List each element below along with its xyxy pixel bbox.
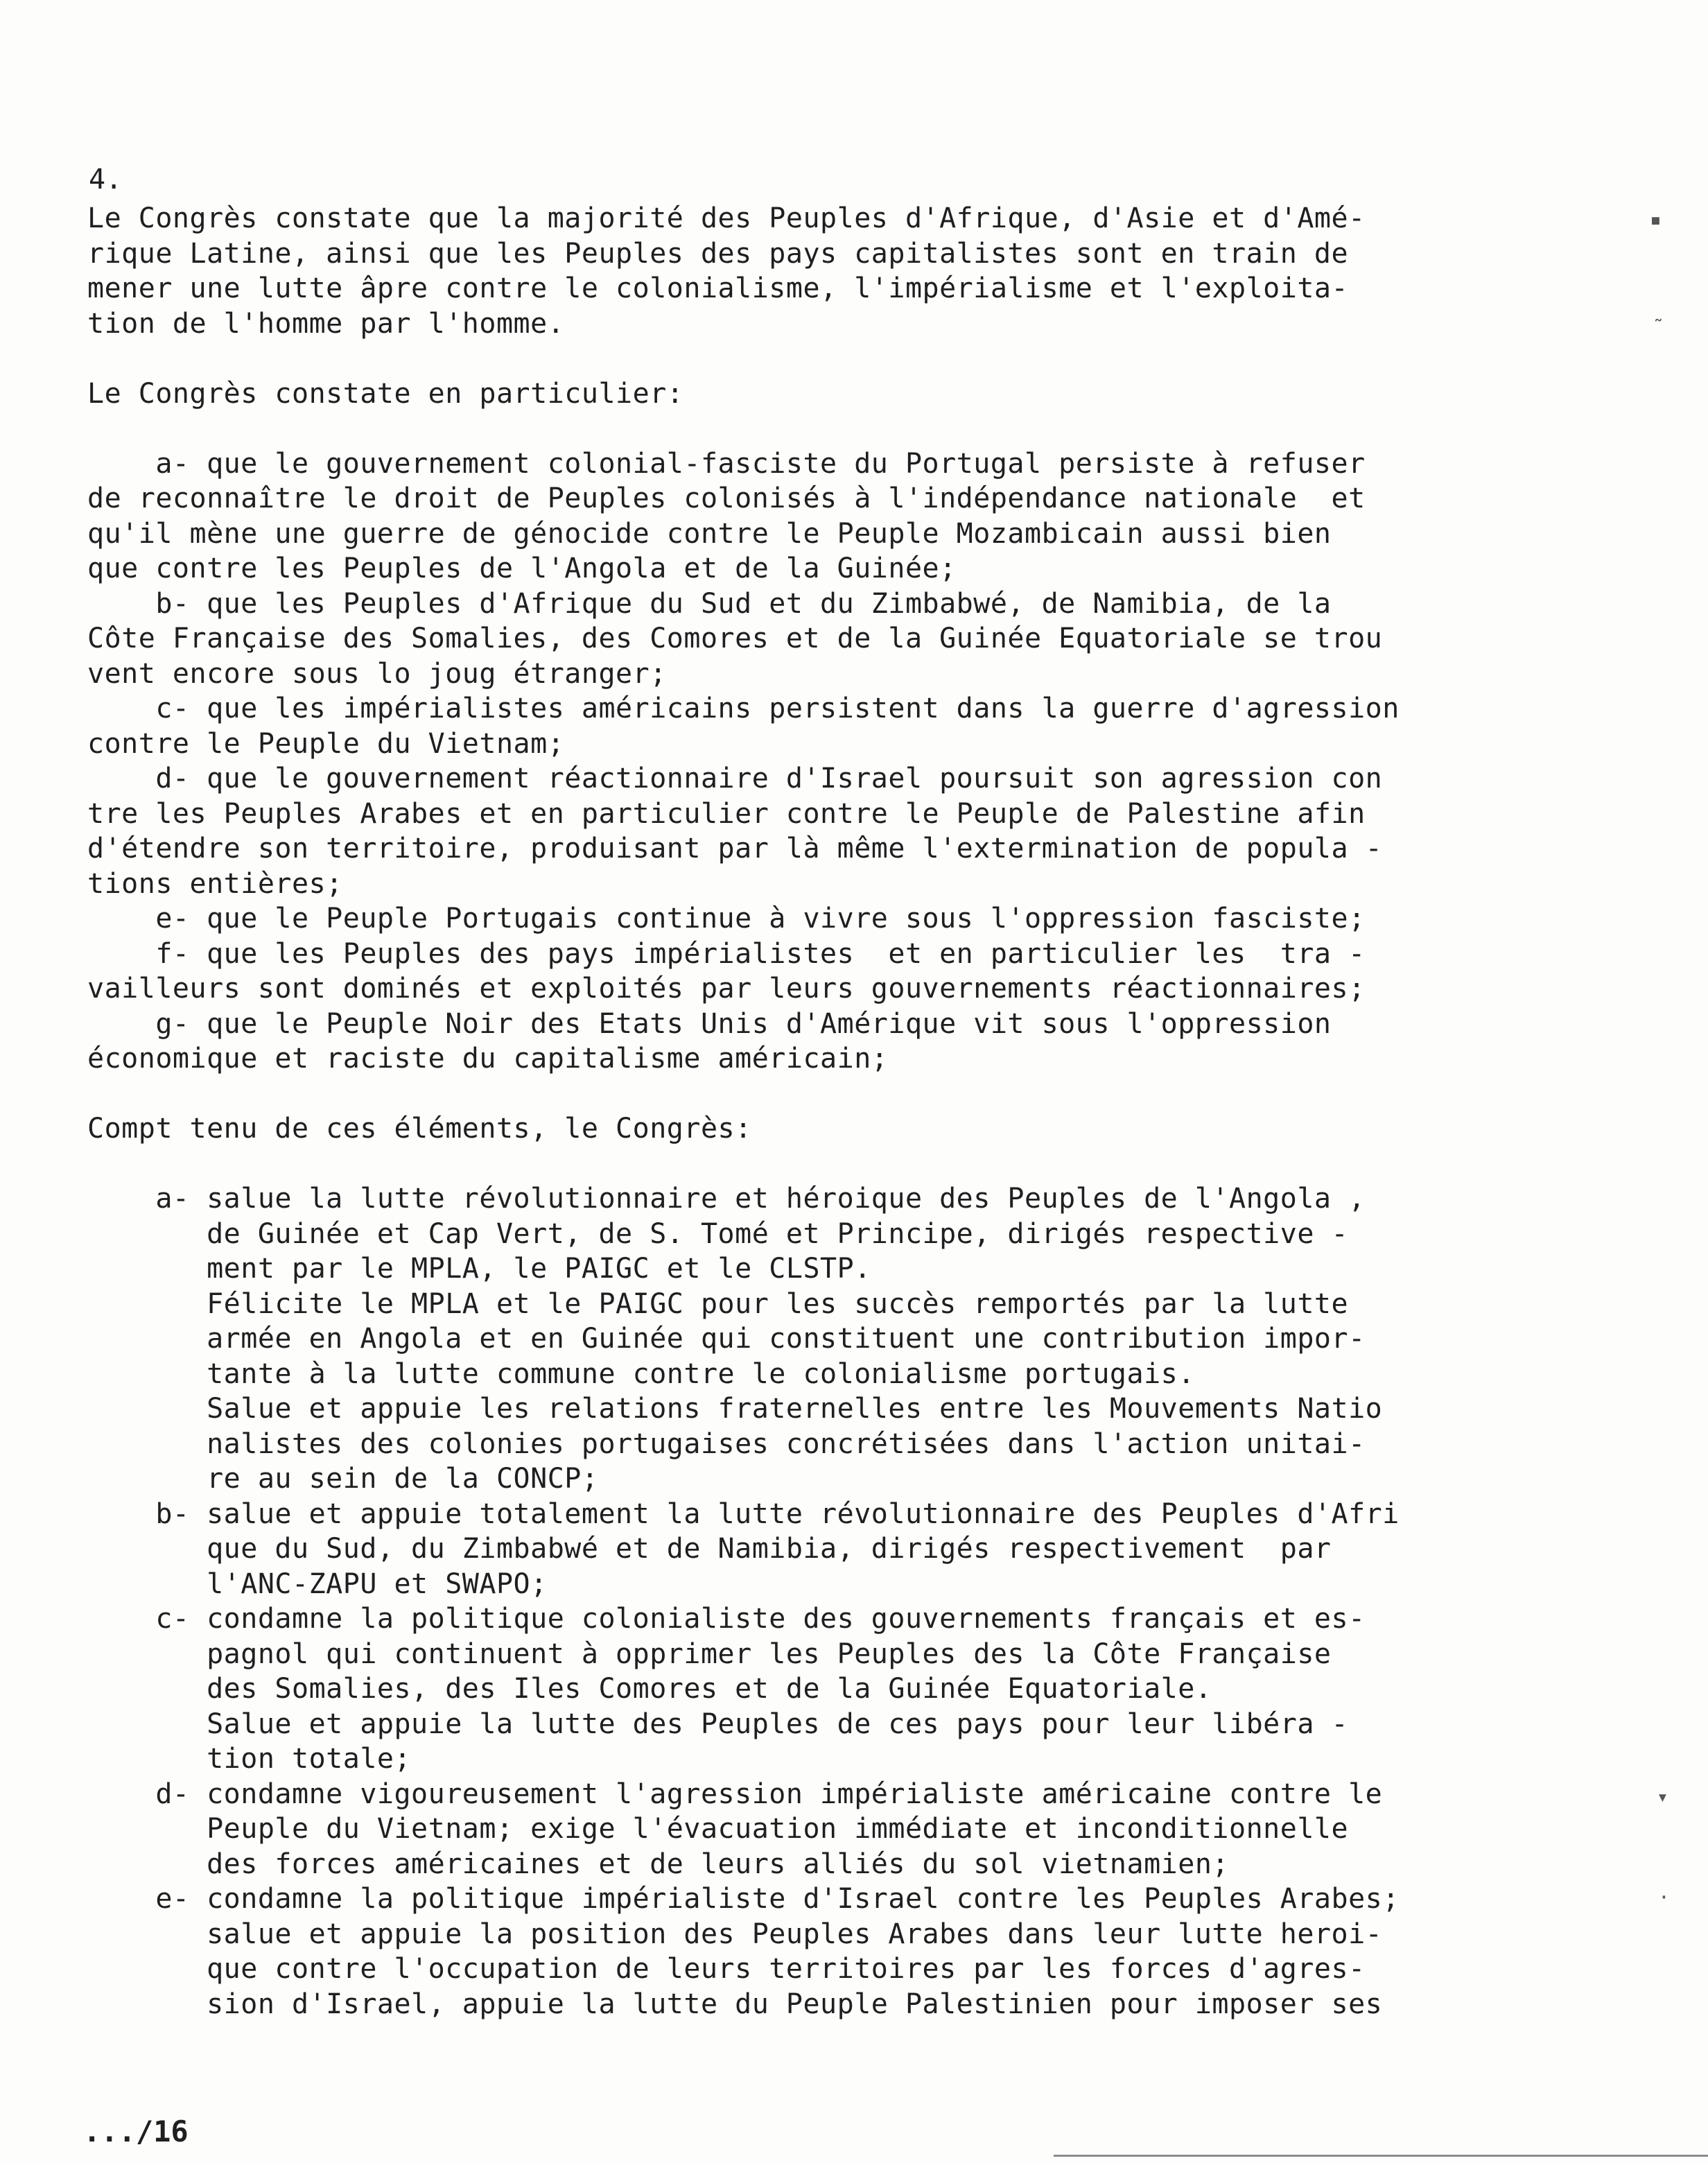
text-line: Côte Française des Somalies, des Comores et de la Guinée Equatoriale se trou — [87, 623, 1383, 654]
text-line: Peuple du Vietnam; exige l'évacuation immédiate et inconditionnelle — [87, 1813, 1349, 1845]
text-line: de Guinée et Cap Vert, de S. Tomé et Principe, dirigés respective - — [87, 1218, 1349, 1250]
text-line: tions entières; — [87, 868, 343, 900]
text-line: f- que les Peuples des pays impérialistes et en particulier les tra - — [87, 938, 1366, 970]
text-line: salue et appuie la position des Peuples Arabes dans leur lutte heroi- — [87, 1918, 1383, 1950]
text-line: Le Congrès constate en particulier: — [87, 378, 684, 410]
text-line: l'ANC-ZAPU et SWAPO; — [87, 1568, 548, 1600]
text-line: de reconnaître le droit de Peuples colonisés à l'indépendance nationale et — [87, 483, 1366, 514]
text-line: re au sein de la CONCP; — [87, 1463, 599, 1495]
text-line: sion d'Israel, appuie la lutte du Peuple Palestinien pour imposer ses — [87, 1988, 1383, 2020]
text-line: des forces américaines et de leurs alliés du sol vietnamien; — [87, 1848, 1229, 1880]
text-line: tion de l'homme par l'homme. — [87, 308, 565, 340]
text-line: mener une lutte âpre contre le colonialisme, l'impérialisme et l'exploita- — [87, 272, 1349, 304]
text-line: tre les Peuples Arabes et en particulier contre le Peuple de Palestine afin — [87, 798, 1366, 830]
continuation-reference: .../16 — [83, 2114, 189, 2148]
text-line: d'étendre son territoire, produisant par là même l'extermination de popula - — [87, 833, 1383, 865]
text-line: b- que les Peuples d'Afrique du Sud et du Zimbabwé, de Namibia, de la — [87, 588, 1332, 620]
text-line: g- que le Peuple Noir des Etats Unis d'Amérique vit sous l'oppression — [87, 1008, 1332, 1040]
text-line: nalistes des colonies portugaises concrétisées dans l'action unitai- — [87, 1428, 1366, 1460]
text-line: a- que le gouvernement colonial-fasciste du Portugal persiste à refuser — [87, 448, 1366, 480]
text-line: Salue et appuie les relations fraternelles entre les Mouvements Natio — [87, 1393, 1383, 1425]
text-line: rique Latine, ainsi que les Peuples des pays capitalistes sont en train de — [87, 238, 1349, 270]
margin-mark: ▾ — [1657, 1785, 1668, 1808]
text-line: vailleurs sont dominés et exploités par leurs gouvernements réactionnaires; — [87, 973, 1366, 1005]
text-line: c- condamne la politique colonialiste des gouvernements français et es- — [87, 1603, 1366, 1635]
text-line: Compt tenu de ces éléments, le Congrès: — [87, 1113, 752, 1145]
text-line: Le Congrès constate que la majorité des Peuples d'Afrique, d'Asie et d'Amé- — [87, 202, 1366, 234]
text-line: b- salue et appuie totalement la lutte révolutionnaire des Peuples d'Afri — [87, 1498, 1400, 1530]
text-line: qu'il mène une guerre de génocide contre le Peuple Mozambicain aussi bien — [87, 518, 1332, 550]
text-line: que du Sud, du Zimbabwé et de Namibia, dirigés respectivement par — [87, 1533, 1332, 1565]
text-line: pagnol qui continuent à opprimer les Peuples des la Côte Française — [87, 1638, 1332, 1670]
text-line: tante à la lutte commune contre le colonialisme portugais. — [87, 1358, 1195, 1390]
text-line: vent encore sous lo joug étranger; — [87, 658, 667, 690]
text-line: a- salue la lutte révolutionnaire et héroique des Peuples de l'Angola , — [87, 1183, 1366, 1215]
text-line: que contre l'occupation de leurs territoires par les forces d'agres- — [87, 1953, 1366, 1985]
text-line: c- que les impérialistes américains persistent dans la guerre d'agression — [87, 693, 1400, 724]
page-number: 4. — [89, 164, 123, 196]
text-line: Salue et appuie la lutte des Peuples de ces pays pour leur libéra - — [87, 1708, 1349, 1740]
margin-mark: ▪ — [1650, 208, 1662, 231]
text-line: économique et raciste du capitalisme américain; — [87, 1043, 889, 1075]
text-line: contre le Peuple du Vietnam; — [87, 728, 565, 760]
text-line: que contre les Peuples de l'Angola et de la Guinée; — [87, 553, 957, 584]
text-line: d- que le gouvernement réactionnaire d'Israel poursuit son agression con — [87, 763, 1383, 794]
margin-mark: · — [1658, 1886, 1670, 1909]
text-line: tion totale; — [87, 1743, 412, 1775]
bottom-rule — [1054, 2155, 1708, 2157]
text-line: e- condamne la politique impérialiste d'Israel contre les Peuples Arabes; — [87, 1883, 1400, 1915]
text-line: e- que le Peuple Portugais continue à vivre sous l'oppression fasciste; — [87, 903, 1366, 935]
text-line: des Somalies, des Iles Comores et de la Guinée Equatoriale. — [87, 1673, 1212, 1705]
text-line: ment par le MPLA, le PAIGC et le CLSTP. — [87, 1253, 871, 1285]
margin-mark: ˜ — [1653, 315, 1664, 338]
text-line: armée en Angola et en Guinée qui constituent une contribution impor- — [87, 1323, 1366, 1355]
text-line: d- condamne vigoureusement l'agression impérialiste américaine contre le — [87, 1778, 1383, 1810]
text-line: Félicite le MPLA et le PAIGC pour les succès remportés par la lutte — [87, 1288, 1349, 1320]
